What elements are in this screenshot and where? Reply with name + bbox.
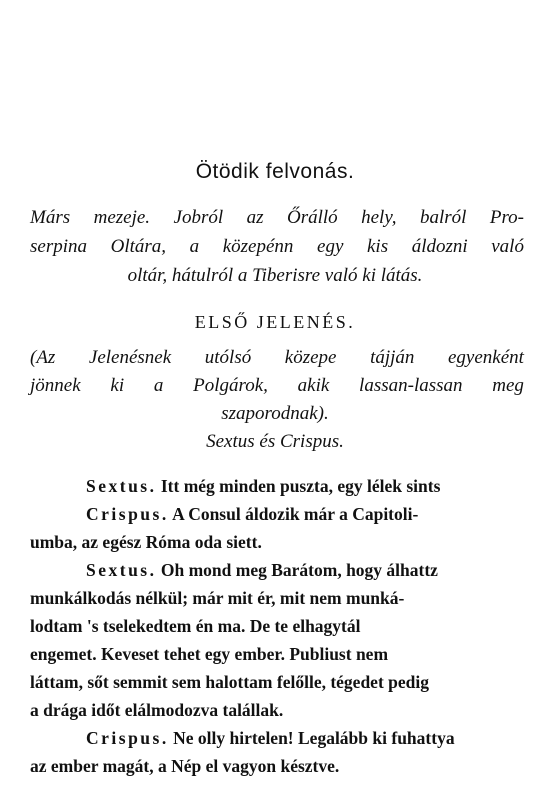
word: ki: [110, 375, 125, 396]
dialogue-line: [30, 672, 524, 693]
word: egyenként: [448, 347, 524, 368]
dialogue-line: [30, 616, 524, 637]
word: a: [153, 375, 164, 396]
word: hely,: [361, 207, 397, 228]
word: utólsó: [204, 347, 252, 368]
word: áldozni: [411, 236, 468, 257]
word: az: [246, 207, 264, 228]
word: Polgárok,: [193, 375, 268, 396]
word: Oltára,: [110, 236, 167, 257]
dialogue-text: lodtam 's tselekedtem én ma. De te elhagytál: [30, 616, 361, 636]
word: egy: [317, 236, 344, 257]
word: a: [189, 236, 200, 257]
stage-direction-line: [30, 207, 524, 229]
dialogue-line: [30, 504, 550, 525]
dialogue-text: munkálkodás nélkül; már mit ér, mit nem munká-: [30, 588, 405, 608]
dialogue-line: [30, 700, 524, 721]
word: (Az: [30, 347, 56, 368]
word: közepénn: [222, 236, 294, 257]
word: Márs: [30, 207, 71, 228]
word: mezeje.: [93, 207, 151, 228]
word: Jobról: [173, 207, 224, 228]
dialogue-text: A Consul áldozik már a Capitoli-: [168, 504, 419, 524]
word: Pro-: [489, 207, 524, 228]
dialogue-line: [30, 532, 524, 553]
dialogue-text: umba, az egész Róma oda siett.: [30, 532, 262, 552]
dialogue-text: az ember magát, a Nép el vagyon késztve.: [30, 756, 340, 776]
word: közepe: [284, 347, 337, 368]
word: serpina: [30, 236, 87, 257]
dialogue-text: Itt még minden puszta, egy lélek sints: [156, 476, 441, 496]
word: balról: [419, 207, 467, 228]
scene-direction-line: szaporodnak).: [221, 403, 329, 424]
scene-direction-line: [30, 375, 524, 397]
stage-direction-line: [30, 236, 524, 258]
word: Jelenésnek: [88, 347, 172, 368]
speaker-name: Crispus.: [86, 504, 169, 524]
dialogue-line: [30, 476, 550, 497]
stage-direction-line: oltár, hátulról a Tiberisre való ki látás.: [127, 265, 423, 286]
dialogue-text: engemet. Keveset tehet egy ember. Publiust nem: [30, 644, 389, 664]
speaker-name: Sextus.: [86, 476, 157, 496]
dialogue-text: láttam, sőt semmit sem halottam felőlle, tégedet pedig: [30, 672, 429, 692]
word: meg: [492, 375, 524, 396]
dialogue-line: [30, 644, 524, 665]
dialogue-line: [30, 560, 550, 581]
dialogue-text: a drága időt elálmodozva talállak.: [30, 700, 284, 720]
speaker-name: Crispus.: [86, 728, 169, 748]
characters-line: Sextus és Crispus.: [206, 431, 344, 452]
word: lassan-lassan: [359, 375, 463, 396]
scene-direction-line: [30, 347, 524, 369]
word: tájján: [370, 347, 415, 368]
word: való: [491, 236, 524, 257]
word: kis: [366, 236, 389, 257]
word: jönnek: [30, 375, 81, 396]
dialogue-line: [30, 588, 524, 609]
act-title: Ötödik felvonás.: [195, 160, 355, 183]
dialogue-text: Oh mond meg Barátom, hogy álhattz: [156, 560, 438, 580]
speaker-name: Sextus.: [86, 560, 157, 580]
word: akik: [297, 375, 330, 396]
dialogue-line: [30, 728, 550, 749]
scene-title: ELSŐ JELENÉS.: [194, 312, 356, 332]
dialogue-text: Ne olly hirtelen! Legalább ki fuhattya: [168, 728, 455, 748]
dialogue-line: [30, 756, 524, 777]
word: Őrálló: [286, 207, 338, 228]
